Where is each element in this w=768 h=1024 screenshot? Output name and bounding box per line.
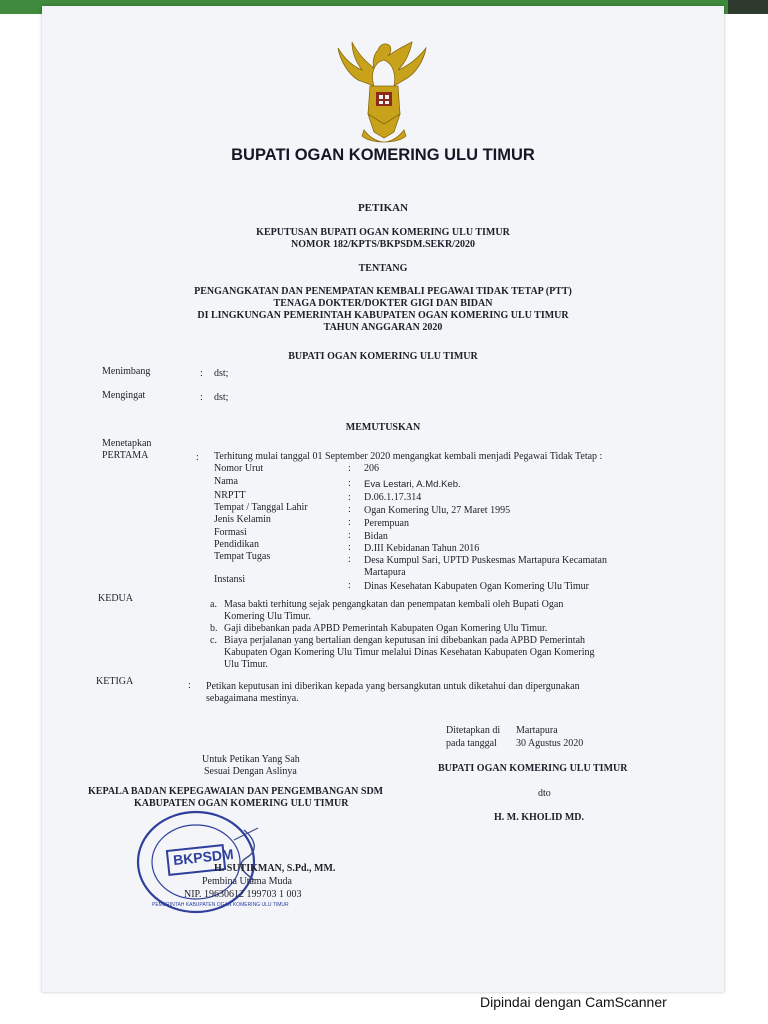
copy-signer-name: H. SUTIKMAN, S.Pd., MM. <box>214 863 336 874</box>
issued-date: 30 Agustus 2020 <box>516 738 584 749</box>
field-label: NRPTT <box>214 490 246 501</box>
colon: : <box>348 517 351 528</box>
colon: : <box>348 463 351 474</box>
issued-date-label: pada tanggal <box>446 738 497 749</box>
field-value: Desa Kumpul Sari, UPTD Puskesmas Martapura Kecamatan <box>364 555 607 566</box>
memutuskan-heading: MEMUTUSKAN <box>345 422 421 433</box>
kedua-item-line: Komering Ulu Timur. <box>224 611 311 622</box>
field-value: Bidan <box>364 531 388 542</box>
colon: : <box>348 580 351 591</box>
menimbang-label: Menimbang <box>102 366 151 377</box>
kedua-label: KEDUA <box>98 593 133 604</box>
colon: : <box>200 392 203 403</box>
mengingat-label: Mengingat <box>102 390 146 401</box>
copy-line-2: Sesuai Dengan Aslinya <box>204 766 297 777</box>
subject-line-4: TAHUN ANGGARAN 2020 <box>323 322 443 333</box>
field-value: 206 <box>364 463 379 474</box>
colon: : <box>188 680 191 691</box>
field-label: Pendidikan <box>214 539 259 550</box>
pertama-label: PERTAMA <box>102 450 149 461</box>
colon: : <box>348 504 351 515</box>
colon: : <box>348 530 351 541</box>
subject-line-2: TENAGA DOKTER/DOKTER GIGI DAN BIDAN <box>273 298 493 309</box>
subject-line-3: DI LINGKUNGAN PEMERINTAH KABUPATEN OGAN KOMERING ULU TIMUR <box>197 310 569 321</box>
copy-signer-nip: NIP. 19630612 199703 1 003 <box>184 889 302 900</box>
field-label: Instansi <box>214 574 246 585</box>
regent-title: BUPATI OGAN KOMERING ULU TIMUR <box>231 146 535 164</box>
kedua-marker: c. <box>210 635 217 646</box>
stamp-center-text: BKPSDM <box>172 845 235 869</box>
copy-signer-rank: Pembina Utama Muda <box>202 876 292 887</box>
field-label: Jenis Kelamin <box>214 514 271 525</box>
garuda-emblem-icon <box>334 40 434 146</box>
colon: : <box>348 542 351 553</box>
menimbang-value: dst; <box>214 368 229 379</box>
colon: : <box>200 368 203 379</box>
field-value: D.III Kebidanan Tahun 2016 <box>364 543 480 554</box>
kedua-item-line: Biaya perjalanan yang bertalian dengan keputusan ini dibebankan pada APBD Pemerintah <box>224 635 586 646</box>
ketiga-line: Petikan keputusan ini diberikan kepada yang bersangkutan untuk diketahui dan dipergunakan <box>206 681 580 692</box>
document-page <box>42 6 724 992</box>
signer-title: BUPATI OGAN KOMERING ULU TIMUR <box>438 763 628 774</box>
field-label: Nomor Urut <box>214 463 264 474</box>
petikan-heading: PETIKAN <box>357 202 409 214</box>
menetapkan-label: Menetapkan <box>102 438 152 449</box>
decree-title-line-1: KEPUTUSAN BUPATI OGAN KOMERING ULU TIMUR <box>256 227 510 238</box>
field-label: Tempat / Tanggal Lahir <box>214 502 308 513</box>
colon: : <box>196 452 199 463</box>
kedua-marker: a. <box>210 599 217 610</box>
kedua-item-line: Masa bakti terhitung sejak pengangkatan dan penempatan kembali oleh Bupati Ogan <box>224 599 564 610</box>
camscanner-watermark: Dipindai dengan CamScanner <box>480 994 667 1010</box>
decree-number: NOMOR 182/KPTS/BKPSDM.SEKR/2020 <box>291 239 475 250</box>
signer-name: H. M. KHOLID MD. <box>494 812 584 823</box>
kedua-item-line: Gaji dibebankan pada APBD Pemerintah Kabupaten Ogan Komering Ulu Timur. <box>224 623 548 634</box>
subject-line-1: PENGANGKATAN DAN PENEMPATAN KEMBALI PEGAWAI TIDAK TETAP (PTT) <box>194 286 572 297</box>
copy-office-line-2: KABUPATEN OGAN KOMERING ULU TIMUR <box>134 798 349 809</box>
stamp-ring-text: PEMERINTAH KABUPATEN OGAN KOMERING ULU TIMUR <box>152 902 289 908</box>
ketiga-label: KETIGA <box>96 676 134 687</box>
colon: : <box>348 478 351 489</box>
colon: : <box>348 492 351 503</box>
copy-office-line-1: KEPALA BADAN KEPEGAWAIAN DAN PENGEMBANGAN SDM <box>88 786 384 797</box>
colon: : <box>348 554 351 565</box>
copy-line-1: Untuk Petikan Yang Sah <box>202 754 300 765</box>
field-label: Tempat Tugas <box>214 551 271 562</box>
field-value: Perempuan <box>364 518 409 529</box>
field-label: Nama <box>214 476 238 487</box>
field-value-cont: Martapura <box>364 567 406 578</box>
kedua-marker: b. <box>210 623 218 634</box>
tentang-heading: TENTANG <box>358 263 408 274</box>
field-value: D.06.1.17.314 <box>364 492 422 503</box>
mengingat-value: dst; <box>214 392 229 403</box>
field-label: Formasi <box>214 527 247 538</box>
field-value: Ogan Komering Ulu, 27 Maret 1995 <box>364 505 511 516</box>
ketiga-line: sebagaimana mestinya. <box>206 693 299 704</box>
regent-line: BUPATI OGAN KOMERING ULU TIMUR <box>288 351 478 362</box>
issued-place-label: Ditetapkan di <box>446 725 501 736</box>
field-value-name: Eva Lestari, A.Md.Keb. <box>364 479 461 490</box>
dto-text: dto <box>538 788 551 799</box>
field-value: Dinas Kesehatan Kabupaten Ogan Komering Ulu Timur <box>364 581 589 592</box>
kedua-item-line: Kabupaten Ogan Komering Ulu Timur melalui Dinas Kesehatan Kabupaten Ogan Komering <box>224 647 595 658</box>
kedua-item-line: Ulu Timur. <box>224 659 268 670</box>
issued-place: Martapura <box>516 725 558 736</box>
pertama-intro: Terhitung mulai tanggal 01 September 2020 mengangkat kembali menjadi Pegawai Tidak Tetap : <box>214 451 603 462</box>
